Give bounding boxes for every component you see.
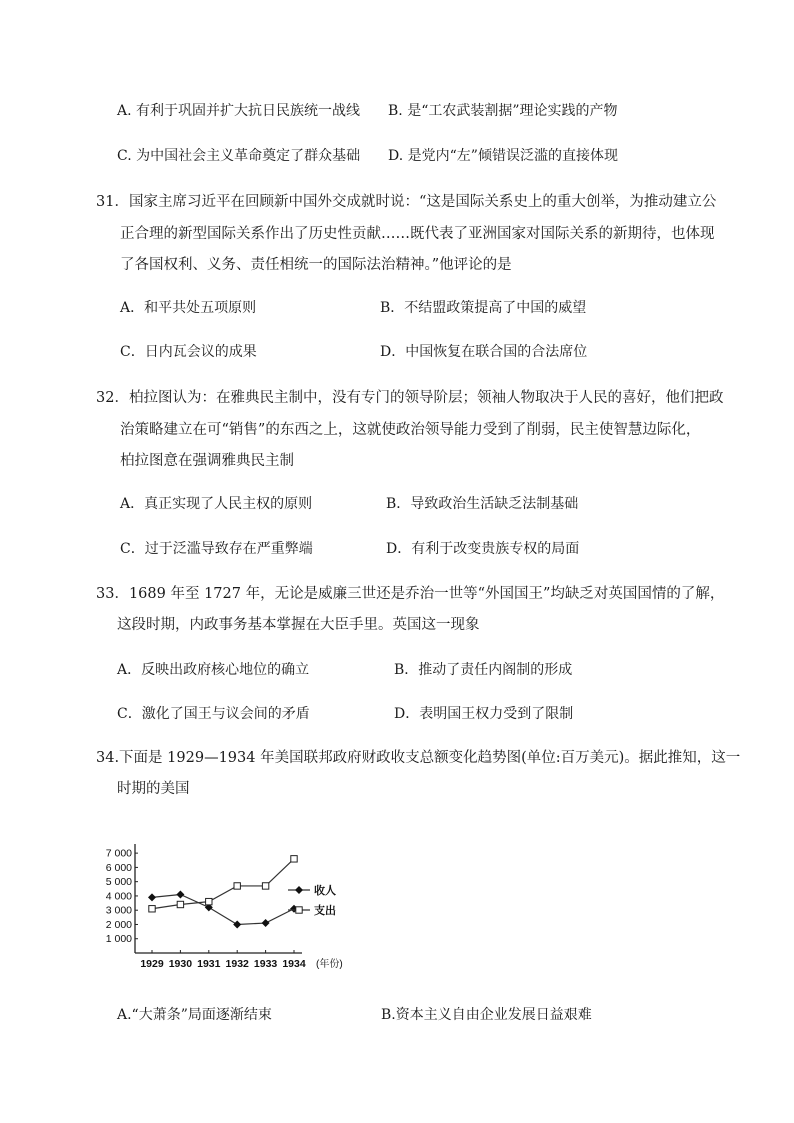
x-tick-label: 1930 — [168, 958, 193, 970]
y-tick-label: 2 000 — [105, 918, 132, 931]
q31-option-a: A．和平共处五项原则 — [120, 300, 257, 316]
q32-stem-line-1: 32．柏拉图认为：在雅典民主制中，没有专门的领导阶层；领袖人物取决于人民的喜好，他们把政 — [96, 390, 724, 406]
expenditure-point — [234, 883, 240, 889]
y-tick-label: 6 000 — [105, 861, 132, 874]
x-tick-label: 1934 — [282, 958, 306, 970]
income-point — [233, 920, 241, 928]
q32-option-a: A．真正实现了人民主权的原则 — [120, 496, 313, 512]
y-tick-label: 1 000 — [105, 933, 132, 946]
q32-option-c: C．过于泛滥导致存在严重弊端 — [120, 541, 313, 557]
q31-stem-line-2: 正合理的新型国际关系作出了历史性贡献……既代表了亚洲国家对国际关系的新期待，也体现 — [120, 226, 715, 242]
q32-option-b: B．导致政治生活缺乏法制基础 — [386, 496, 579, 512]
income-point — [262, 919, 270, 927]
x-tick-label: 1932 — [225, 958, 249, 970]
q30-option-d: D. 是党内“左”倾错误泛滥的直接体现 — [388, 148, 618, 164]
expenditure-point — [291, 856, 297, 862]
q30-option-a: A. 有利于巩固并扩大抗日民族统一战线 — [117, 103, 361, 119]
x-tick-label: 1933 — [253, 958, 278, 970]
q34-stem-line-1: 34.下面是 1929—1934 年美国联邦政府财政收支总额变化趋势图(单位:百万美元)。据此推知，这一 — [96, 750, 741, 766]
expenditure-point — [206, 898, 212, 904]
q32-stem-line-2: 治策略建立在可“销售”的东西之上，这就使政治领导能力受到了削弱，民主使智慧边际化， — [120, 422, 701, 438]
y-tick-label: 5 000 — [105, 876, 132, 889]
q34-option-a: A.“大萧条”局面逐渐结束 — [117, 1007, 272, 1023]
expenditure-point — [149, 906, 155, 912]
x-tick-label: 1931 — [197, 958, 221, 970]
x-tick-label: 1929 — [140, 958, 164, 970]
q33-option-c: C．激化了国王与议会间的矛盾 — [117, 706, 310, 722]
expenditure-point — [177, 901, 183, 907]
q33-option-d: D．表明国王权力受到了限制 — [394, 706, 574, 722]
legend-marker-income — [295, 886, 303, 894]
x-unit-label: (年份) — [316, 959, 343, 970]
q33-stem-line-1: 33．1689 年至 1727 年，无论是威廉三世还是乔治一世等“外国国王”均缺乏对英国国情的了解， — [96, 586, 725, 602]
y-tick-label: 3 000 — [105, 904, 132, 917]
legend-label: 支出 — [314, 905, 336, 917]
q33-option-b: B．推动了责任内阁制的形成 — [394, 662, 573, 678]
q34-stem-line-2: 时期的美国 — [117, 781, 190, 797]
expenditure-point — [262, 883, 268, 889]
q31-option-d: D．中国恢复在联合国的合法席位 — [380, 344, 588, 360]
series-line-expenditure — [152, 859, 294, 909]
revenue-expenditure-line-chart — [96, 838, 376, 984]
legend-marker-expenditure — [296, 907, 302, 913]
q30-option-b: B. 是“工农武装割据”理论实践的产物 — [388, 103, 618, 119]
q34-option-b: B.资本主义自由企业发展日益艰难 — [381, 1007, 592, 1023]
income-point — [176, 891, 184, 899]
q31-stem-line-1: 31．国家主席习近平在回顾新中国外交成就时说：“这是国际关系史上的重大创举，为推动建立公 — [96, 194, 717, 210]
q33-option-a: A．反映出政府核心地位的确立 — [117, 662, 310, 678]
q32-option-d: D．有利于改变贵族专权的局面 — [386, 541, 580, 557]
series-line-income — [152, 895, 294, 925]
q31-stem-line-3: 了各国权利、义务、责任相统一的国际法治精神。”他评论的是 — [120, 257, 512, 273]
q32-stem-line-3: 柏拉图意在强调雅典民主制 — [120, 453, 294, 469]
y-tick-label: 7 000 — [105, 847, 132, 860]
q31-option-b: B．不结盟政策提高了中国的威望 — [380, 300, 587, 316]
income-point — [148, 893, 156, 901]
q31-option-c: C．日内瓦会议的成果 — [120, 344, 257, 360]
q33-stem-line-2: 这段时期，内政事务基本掌握在大臣手里。英国这一现象 — [117, 617, 480, 633]
y-tick-label: 4 000 — [105, 890, 132, 903]
legend-label: 收人 — [314, 885, 336, 897]
q30-option-c: C. 为中国社会主义革命奠定了群众基础 — [117, 148, 361, 164]
